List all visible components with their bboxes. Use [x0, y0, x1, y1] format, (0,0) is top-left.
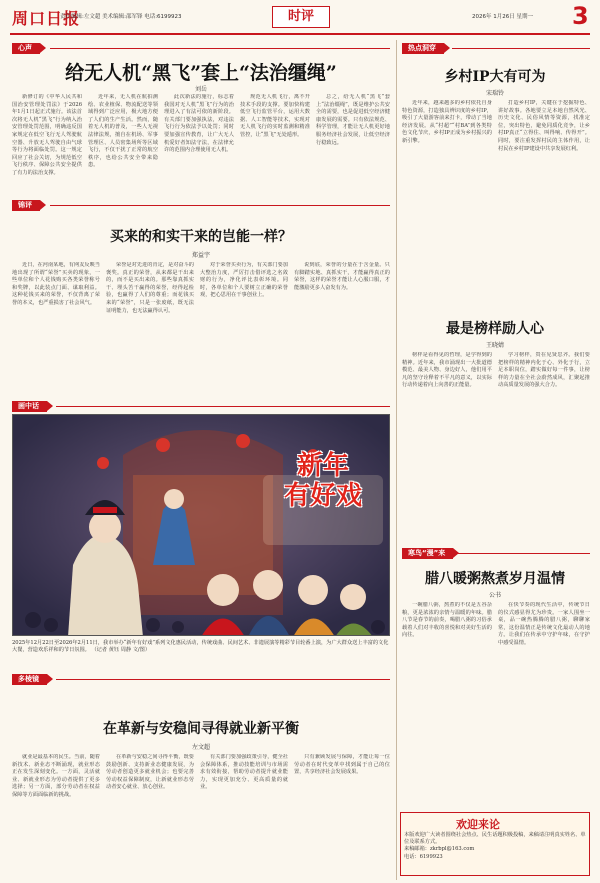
article1-tag-rule — [50, 48, 390, 49]
submission-phone: 电话：6199923 — [404, 853, 443, 860]
article6-column-2: 在快节奏的现代生活中，传统节日的仪式感显得尤为珍贵。一家人围坐一桌，品一碗热腾腾的腊八粥，聊聊家常，这份温情正是传统文化最动人的地方。让我们在传承中守护年味，在守护中感受温情。 — [498, 602, 590, 646]
article6-tag: 寒鸟“漫”来 — [402, 548, 453, 559]
newspaper-logo: 周口日报 — [12, 9, 81, 28]
article2-column-1: 近日，在河南某地，有网友反映当地出现了所谓“荣誉”买卖的现象，一些单位和个人花钱购买各类荣誉称号和奖牌，以此装点门面、谋取利益。这种花钱买来的荣誉，不仅背离了荣誉的本义，也严重损害了社会风气。 — [12, 262, 100, 306]
article5-column-1: 榜样是看得见的哲理，是学得到的精神。近年来，我市涌现出一大批道德模范、最美人物、身边好人，他们用平凡的坚守诠释着不平凡的意义，以实际行动传递着向上向善的正能量。 — [402, 352, 492, 389]
page-number: 3 — [572, 2, 589, 30]
article3-tag: 多棱镜 — [12, 674, 47, 685]
article3-author: 左文超 — [191, 744, 210, 751]
article5-title: 最是榜样励人心 — [446, 321, 544, 337]
article2-column-4: 说到底，荣誉的分量在于含金量。只有脚踏实地、真抓实干，才能赢得真正的荣誉，这样的荣誉才能让人心服口服，才能激励更多人奋发有为。 — [294, 262, 390, 291]
article1-tag: 心声 — [12, 43, 40, 54]
article4-tag: 热点洞穿 — [402, 43, 444, 54]
article4-column-1: 近年来，越来越多的乡村依托自身特色资源，打造独具辨识度的乡村IP，吸引了大量游客前来打卡，带动了当地经济发展。从“村超”“村BA”到各类特色文化节庆，乡村IP正成为乡村振兴的新引擎。 — [402, 100, 492, 144]
masthead-divider — [10, 33, 590, 35]
masthead — [0, 0, 600, 36]
article5-column-2: 学习榜样，贵在见贤思齐。我们要把榜样的精神内化于心、外化于行，立足本职岗位，踏实做好每一件事，让榜样的力量在全社会蔚然成风，汇聚起推动高质量发展的强大合力。 — [498, 352, 590, 389]
article2-author: 郑益宇 — [191, 252, 210, 259]
article1-column-5: 总之，给无人机“黑飞”套上“法治缰绳”，既是维护公共安全的需要，也是促进低空经济健康发展的需要。只有依法规范、科学管理，才能让无人机更好地服务经济社会发展，让低空经济行稳致远。 — [316, 94, 390, 146]
article6-author: 公书 — [488, 592, 501, 599]
article1-column-2: 近年来，无人机在航拍测绘、农业植保、物流配送等领域得到广泛应用，极大地方便了人们的生产生活。然而，随着无人机的普及，一些人无视法律法规，擅自在机场、军事管理区、人员密集场所等区域飞行，不仅干扰了正常的航空秩序，也给公共安全带来隐患。 — [88, 94, 158, 169]
banner-line-2: 有好戏 — [283, 481, 362, 511]
caption-text: 2025年12月22日至2026年2月11日，我市举办“新年有好戏”系列文化惠民活动，传统戏曲、民间艺术、非遗展演等精彩节目轮番上演，为广大群众送上丰富的文化大餐，营造欢乐祥和的节日氛围。 — [12, 640, 389, 654]
picture-tag: 画中话 — [12, 401, 47, 412]
picture-caption — [12, 640, 390, 654]
article3-column-2: 在革新与安稳之间寻得平衡，既要鼓励创新、支持新业态健康发展，为劳动者创造更多就业机会；也要完善劳动权益保障制度，让新就业形态劳动者安心就业、放心创业。 — [106, 754, 194, 791]
column-divider — [396, 40, 397, 880]
picture-tag-rule — [56, 406, 390, 407]
article1-column-1: 新修订的《中华人民共和国治安管理处罚法》于2026年1月1日起正式施行。该法首次将无人机“黑飞”行为纳入治安管理处罚范围，明确违反国家规定在低空飞行无人驾驶航空器、升放无人驾驶自由气球等行为将面临处罚。这一规定回应了社会关切，为规范低空飞行秩序、保障公共安全提供了有力的法治支撑。 — [12, 94, 82, 176]
section-title: 时评 — [272, 6, 330, 28]
article3-title: 在革新与安稳间寻得就业新平衡 — [103, 721, 299, 737]
article2-column-2: 荣誉是对先进的肯定，是对奋斗的褒奖。真正的荣誉，从来都是干出来的，而不是买出来的。那些靠真抓实干、埋头苦干赢得的荣誉，经得起检验，也赢得了人们的尊重；而花钱买来的“荣誉”，只是一张废纸，既无法证明能力，也无法赢得认可。 — [106, 262, 194, 314]
submission-email: 来稿邮箱：zkrbpl@163.com — [404, 846, 475, 853]
article2-tag-rule — [50, 205, 390, 206]
article4-author: 宋瑞铃 — [485, 90, 504, 97]
submission-description: 本版欢迎广大读者围绕社会热点、民生话题积极投稿，来稿请注明真实姓名、单位及联系方式。 — [404, 832, 586, 846]
article2-column-3: 对于荣誉买卖行为，有关部门要加大整治力度，严厉打击借评选之名敛财的行为，净化评比表彰环境。同时，各单位和个人要树立正确的荣誉观，把心思用在干事创业上。 — [200, 262, 288, 299]
caption-credit: （记者 黄钰 周静 文/图） — [91, 647, 151, 654]
article6-title: 腊八暖粥熬煮岁月温情 — [425, 571, 565, 587]
article4-column-2: 打造乡村IP，关键在于挖掘特色、讲好故事。各地要立足本地自然风光、历史文化、民俗风情等资源，找准定位，突出特色，避免同质化竞争，让乡村IP真正“立得住、叫得响、传得开”。同时，要注重发挥村民的主体作用，让村民在乡村IP建设中共享发展红利。 — [498, 100, 590, 152]
submission-text — [404, 832, 586, 861]
illustration-art — [13, 415, 390, 636]
article3-column-3: 有关部门要加强政策引导，健全社会保障体系，推动技能培训与市场需求有效衔接，帮助劳动者提升就业能力，实现更加充分、更高质量的就业。 — [200, 754, 288, 791]
new-year-opera-illustration — [12, 414, 390, 636]
article4-tag-rule — [452, 48, 590, 49]
issue-date: 2026年 1月26日 星期一 — [472, 14, 533, 20]
article1-title: 给无人机“黑飞”套上“法治缰绳” — [65, 62, 337, 84]
banner-line-1: 新年 — [296, 451, 349, 481]
article1-column-4: 规范无人机飞行，离不开技术手段的支撑。要加快构建低空飞行监管平台，运用大数据、人工智能等技术，实现对无人机飞行的实时监测和精准管控，让“黑飞”无处遁形。 — [240, 94, 310, 138]
banner-text — [263, 451, 383, 511]
editor-credits: 责任编辑:左文超 美术编辑:邵军锋 电话:6199923 — [60, 14, 182, 20]
article6-tag-rule — [458, 553, 590, 554]
article1-column-3: 此次新法的施行，标志着我国对无人机“黑飞”行为的治理进入了有法可依的新阶段。有关部门要加强执法，对违法飞行行为依法予以处罚；同时要加强宣传教育，让广大无人机爱好者知法守法，在法律允许的范围内合理使用无人机。 — [164, 94, 234, 154]
article5-author: 王晓婧 — [485, 342, 504, 349]
article3-column-4: 只有兼顾发展与保障，才能让每一位劳动者在时代变革中找到属于自己的位置，共享经济社会发展成果。 — [294, 754, 390, 776]
article6-column-1: 一碗腊八粥，熬煮的不仅是五谷杂粮，更是浓浓的亲情与温暖的年味。腊八节是春节的前奏，喝腊八粥的习俗承载着人们对丰收的喜悦和对美好生活的向往。 — [402, 602, 492, 639]
article4-title: 乡村IP大有可为 — [444, 69, 546, 85]
article2-tag: 锦评 — [12, 200, 40, 211]
article1-author: 刘岳 — [194, 86, 207, 93]
submission-title: 欢迎来论 — [456, 818, 500, 831]
article3-tag-rule — [56, 679, 390, 680]
article3-column-1: 就业是最基本的民生。当前，随着新技术、新业态不断涌现，就业形态正在发生深刻变化。一方面，灵活就业、新就业形态为劳动者提供了更多选择；另一方面，部分劳动者在权益保障等方面面临新的挑战。 — [12, 754, 100, 798]
article2-title: 买来的和实干来的岂能一样？ — [110, 229, 292, 245]
